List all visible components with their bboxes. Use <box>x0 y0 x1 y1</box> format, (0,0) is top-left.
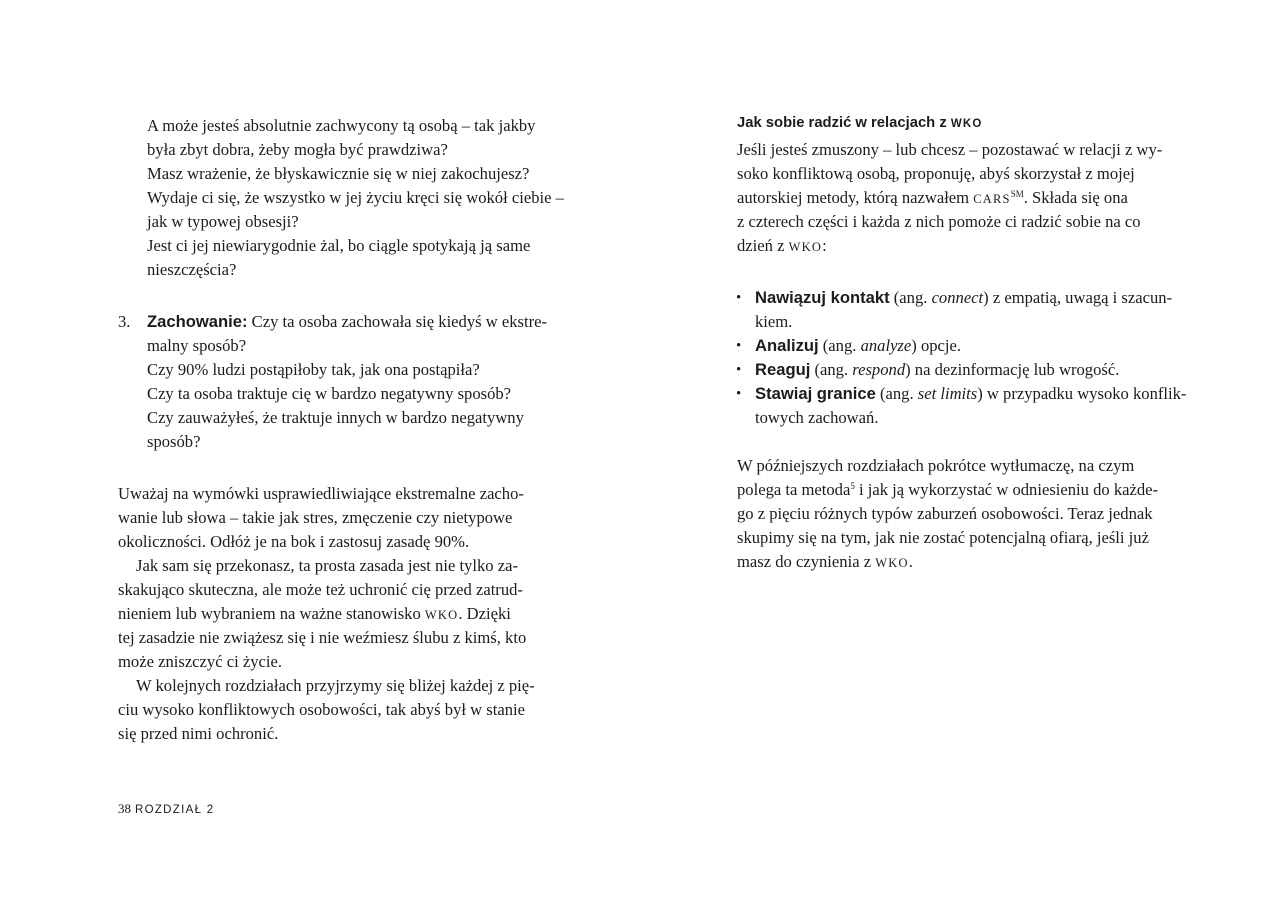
paragraph-line: Uważaj na wymówki usprawiedliwiające ekstremalne zacho- <box>118 484 524 503</box>
paragraph-line <box>737 550 913 575</box>
item-text: Czy ta osoba zachowała się kiedyś w ekstre- <box>247 312 548 331</box>
paragraph-line: W kolejnych rozdziałach przyjrzymy się bliżej każdej z pię- <box>136 676 535 695</box>
item-line: Czy zauważyłeś, że traktuje innych w bardzo negatywny <box>147 408 524 427</box>
text-run: : <box>822 236 827 255</box>
bullet-line: kiem. <box>755 312 793 331</box>
paragraph-line: W późniejszych rozdziałach pokrótce wytłumaczę, na czym <box>737 456 1135 475</box>
text-run: ) w przypadku wysoko konflik- <box>977 384 1187 403</box>
page-footer <box>118 799 214 820</box>
item-line: Czy ta osoba traktuje cię w bardzo negatywny sposób? <box>147 384 512 403</box>
footnote-reference: 5 <box>850 481 855 491</box>
paragraph-line: Jak sam się przekonasz, ta prosta zasada jest nie tylko za- <box>136 556 518 575</box>
paragraph-line <box>118 602 511 627</box>
paragraph-line: skupimy się na tym, jak nie zostać potencjalną ofiarą, jeśli już <box>737 528 1149 547</box>
left-page <box>118 0 564 905</box>
text-run: (ang. <box>818 336 861 355</box>
text-run: autorskiej metody, którą nazwałem <box>737 188 974 207</box>
abbreviation: WKO <box>424 608 459 622</box>
bullet-term: Stawiaj granice <box>755 384 876 403</box>
text-run: (ang. <box>810 360 853 379</box>
bullet-line <box>755 286 1172 310</box>
text-run: polega ta metoda <box>737 480 851 499</box>
paragraph-line: skakująco skuteczna, ale może też uchronić cię przed zatrud- <box>118 580 523 599</box>
text-run: nieniem lub wybraniem na ważne stanowisko <box>118 604 425 623</box>
english-term: analyze <box>860 336 912 355</box>
paragraph-line <box>737 234 827 259</box>
paragraph-line: go z pięciu różnych typów zaburzeń osobowości. Teraz jednak <box>737 504 1153 523</box>
paragraph-line: okoliczności. Odłóż je na bok i zastosuj zasadę 90%. <box>118 532 470 551</box>
paragraph-line: z czterech części i każda z nich pomoże ci radzić sobie na co <box>737 212 1141 231</box>
bullet-glyph: • <box>736 386 742 402</box>
text-run: . Dzięki <box>458 604 511 623</box>
paragraph-line: może zniszczyć ci życie. <box>118 652 282 671</box>
section-heading <box>737 111 983 136</box>
paragraph-line <box>737 478 1158 502</box>
superscript: SM <box>1010 189 1024 199</box>
item-line: Czy 90% ludzi postąpiłoby tak, jak ona postąpiła? <box>147 360 480 379</box>
text-run: dzień z <box>737 236 789 255</box>
text-run: . Składa się ona <box>1023 188 1128 207</box>
paragraph-line: Jeśli jesteś zmuszony – lub chcesz – pozostawać w relacji z wy- <box>737 140 1163 159</box>
paragraph-line: wanie lub słowa – takie jak stres, zmęczenie czy nietypowe <box>118 508 513 527</box>
question-line: była zbyt dobra, żeby mogła być prawdziwa? <box>147 140 448 159</box>
text-run: ) na dezinformację lub wrogość. <box>905 360 1120 379</box>
question-line: Masz wrażenie, że błyskawicznie się w niej zakochujesz? <box>147 164 530 183</box>
text-run: (ang. <box>875 384 918 403</box>
text-run: . <box>908 552 913 571</box>
bullet-glyph: • <box>736 362 742 378</box>
item-first-line <box>147 310 547 334</box>
english-term: connect <box>931 288 984 307</box>
paragraph-line: tej zasadzie nie zwiążesz się i nie weźmiesz ślubu z kimś, kto <box>118 628 527 647</box>
item-line: malny sposób? <box>147 336 247 355</box>
right-page <box>736 0 1187 905</box>
abbreviation: CARS <box>973 192 1011 206</box>
item-number: 3. <box>118 312 131 331</box>
bullet-glyph: • <box>736 290 742 306</box>
bullet-term: Analizuj <box>755 336 819 355</box>
bullet-line <box>755 382 1186 406</box>
english-term: set limits <box>917 384 978 403</box>
heading-text: Jak sobie radzić w relacjach z <box>737 115 951 131</box>
bullet-glyph: • <box>736 338 742 354</box>
question-line: jak w typowej obsesji? <box>147 212 299 231</box>
item-line: sposób? <box>147 432 201 451</box>
abbreviation: WKO <box>875 556 909 570</box>
question-line: Jest ci jej niewiarygodnie żal, bo ciągle spotykają ją same <box>147 236 531 255</box>
text-run: i jak ją wykorzystać w odniesieniu do każde- <box>854 480 1159 499</box>
text-run: masz do czynienia z <box>737 552 876 571</box>
bullet-line <box>755 334 961 358</box>
bullet-line <box>755 358 1119 382</box>
question-line: Wydaje ci się, że wszystko w jej życiu kręci się wokół ciebie – <box>147 188 564 207</box>
abbreviation: WKO <box>788 240 823 254</box>
question-line: nieszczęścia? <box>147 260 237 279</box>
bullet-term: Reaguj <box>755 360 811 379</box>
english-term: respond <box>852 360 906 379</box>
item-term: Zachowanie: <box>147 312 248 331</box>
abbreviation: WKO <box>950 118 983 130</box>
running-head: ROZDZIAŁ 2 <box>135 804 215 816</box>
question-line: A może jesteś absolutnie zachwycony tą osobą – tak jakby <box>147 116 536 135</box>
bullet-line: towych zachowań. <box>755 408 879 427</box>
text-run: ) z empatią, uwagą i szacun- <box>983 288 1173 307</box>
text-run: ) opcje. <box>911 336 962 355</box>
paragraph-line: się przed nimi ochronić. <box>118 724 279 743</box>
paragraph-line <box>737 186 1128 211</box>
page-number: 38 <box>118 801 131 816</box>
paragraph-line: ciu wysoko konfliktowych osobowości, tak abyś był w stanie <box>118 700 525 719</box>
paragraph-line: soko konfliktową osobą, proponuję, abyś skorzystał z mojej <box>737 164 1135 183</box>
bullet-term: Nawiązuj kontakt <box>755 288 890 307</box>
text-run: (ang. <box>889 288 932 307</box>
